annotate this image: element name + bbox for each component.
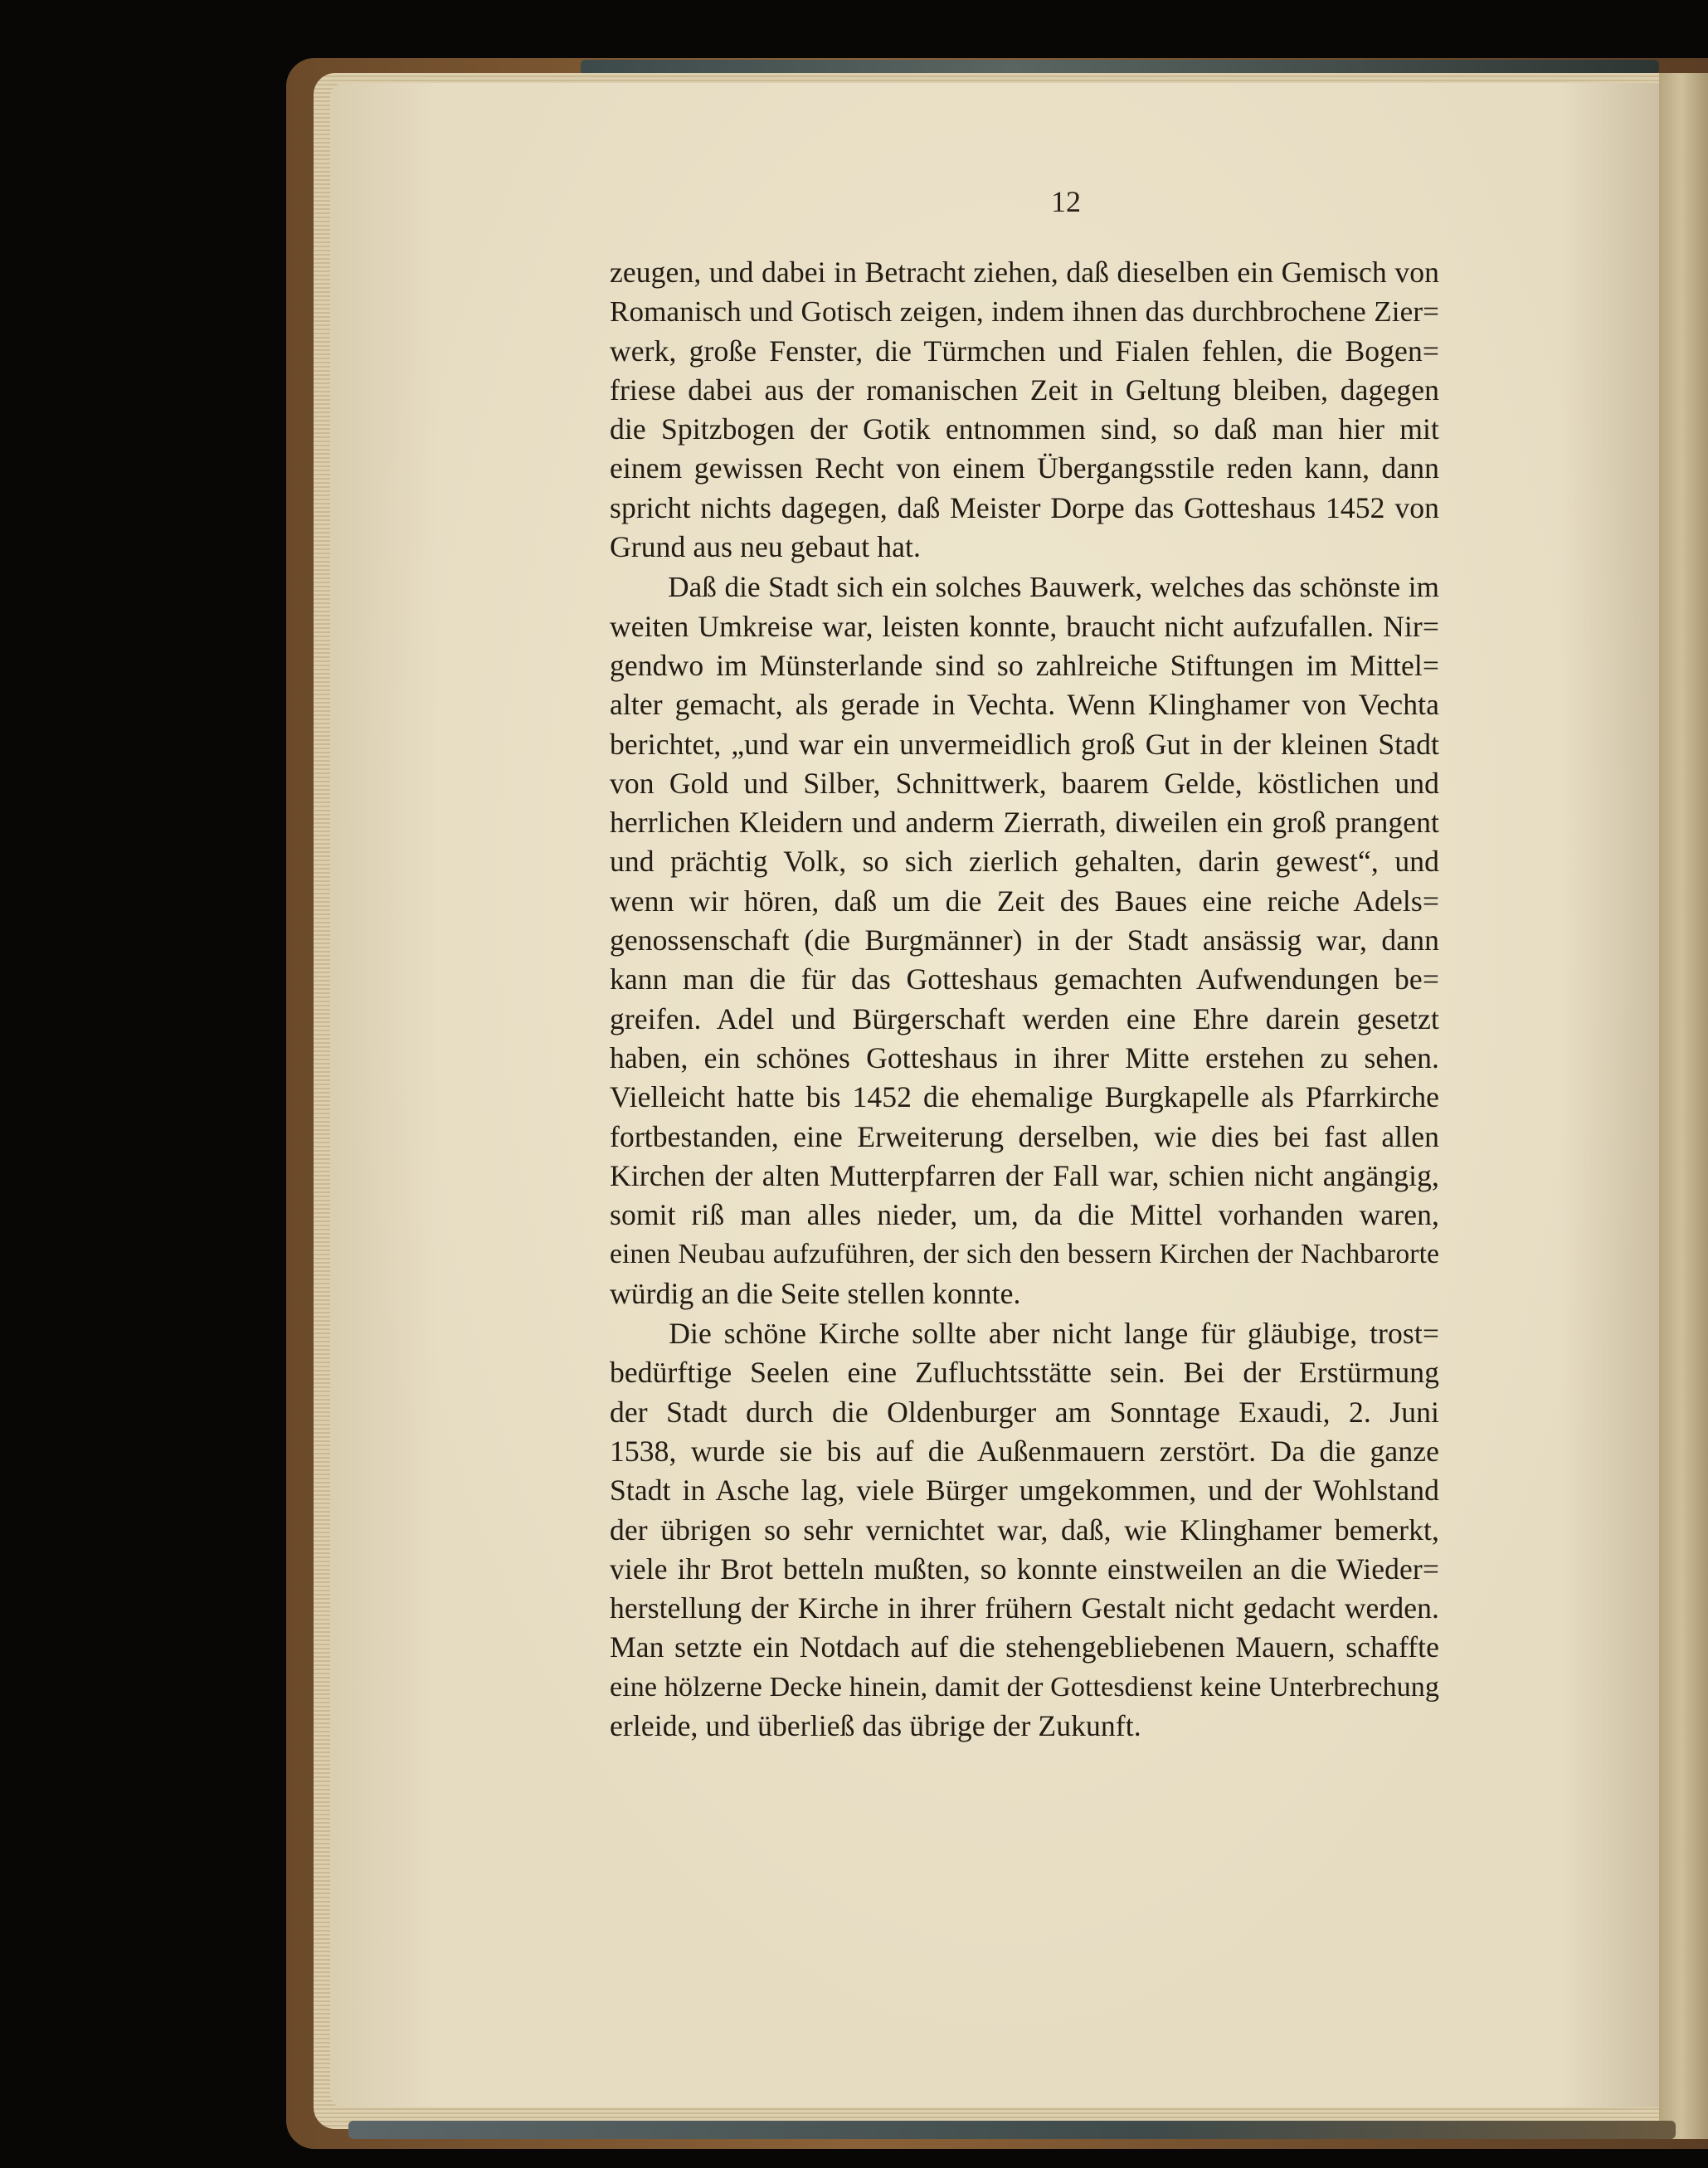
- text-line: der Stadt durch die Oldenburger am Sonntage Exaudi, 2. Juni: [610, 1395, 1439, 1429]
- paragraph-2: [610, 568, 1439, 1313]
- book-gutter: [1659, 73, 1708, 2139]
- text-line: würdig an die Seite stellen konnte.: [610, 1276, 1021, 1310]
- text-line: Vielleicht hatte bis 1452 die ehemalige Burgkapelle als Pfarrkirche: [610, 1080, 1439, 1114]
- text-line: spricht nichts dagegen, daß Meister Dorpe das Gotteshaus 1452 von: [610, 490, 1439, 524]
- text-line: einem gewissen Recht von einem Übergangsstile reden kann, dann: [610, 451, 1439, 485]
- text-line: einen Neubau aufzuführen, der sich den bessern Kirchen der Nachbarorte: [610, 1239, 1439, 1270]
- text-line: gendwo im Münsterlande sind so zahlreiche Stiftungen im Mittel=: [610, 648, 1439, 682]
- page-number: 12: [1051, 185, 1081, 218]
- text-line: viele ihr Brot betteln mußten, so konnte einstweilen an die Wieder=: [610, 1552, 1439, 1586]
- text-line: Stadt in Asche lag, viele Bürger umgekommen, und der Wohlstand: [610, 1474, 1439, 1508]
- text-line: haben, ein schönes Gotteshaus in ihrer Mitte erstehen zu sehen.: [610, 1040, 1439, 1074]
- paragraph-1: [610, 253, 1439, 567]
- body-text: [610, 253, 1439, 1746]
- text-line: Die schöne Kirche sollte aber nicht lange für gläubige, trost=: [669, 1317, 1439, 1351]
- text-line: genossenschaft (die Burgmänner) in der Stadt ansässig war, dann: [610, 923, 1439, 957]
- text-line: die Spitzbogen der Gotik entnommen sind, so daß man hier mit: [610, 412, 1439, 446]
- text-line: berichtet, „und war ein unvermeidlich groß Gut in der kleinen Stadt: [610, 727, 1439, 761]
- text-line: fortbestanden, eine Erweiterung derselben, wie dies bei fast allen: [610, 1119, 1439, 1153]
- text-line: Daß die Stadt sich ein solches Bauwerk, welches das schönste im: [668, 571, 1439, 604]
- text-line: 1538, wurde sie bis auf die Außenmauern zerstört. Da die ganze: [610, 1434, 1439, 1468]
- text-line: friese dabei aus der romanischen Zeit in Geltung bleiben, dagegen: [610, 373, 1439, 407]
- bottom-binding-strip: [348, 2121, 1676, 2139]
- text-line: herstellung der Kirche in ihrer frühern Gestalt nicht gedacht werden.: [610, 1591, 1439, 1625]
- text-line: bedürftige Seelen eine Zufluchtsstätte sein. Bei der Erstürmung: [610, 1356, 1439, 1390]
- text-line: zeugen, und dabei in Betracht ziehen, daß dieselben ein Gemisch von: [610, 256, 1439, 289]
- text-line: weiten Umkreise war, leisten konnte, braucht nicht aufzufallen. Nir=: [610, 609, 1439, 643]
- text-line: Grund aus neu gebaut hat.: [610, 530, 921, 564]
- text-line: und prächtig Volk, so sich zierlich gehalten, darin gewest“, und: [610, 845, 1439, 879]
- text-line: greifen. Adel und Bürgerschaft werden eine Ehre darein gesetzt: [610, 1001, 1439, 1035]
- text-line: Man setzte ein Notdach auf die stehengebliebenen Mauern, schaffte: [610, 1630, 1439, 1664]
- text-line: eine hölzerne Decke hinein, damit der Gottesdienst keine Unterbrechung: [610, 1671, 1439, 1703]
- text-line: Kirchen der alten Mutterpfarren der Fall war, schien nicht angängig,: [610, 1158, 1439, 1192]
- paragraph-3: [610, 1314, 1439, 1746]
- text-line: der übrigen so sehr vernichtet war, daß, wie Klinghamer bemerkt,: [610, 1513, 1439, 1547]
- text-line: alter gemacht, als gerade in Vechta. Wenn Klinghamer von Vechta: [610, 688, 1439, 722]
- text-line: wenn wir hören, daß um die Zeit des Baues eine reiche Adels=: [610, 884, 1439, 918]
- text-line: somit riß man alles nieder, um, da die Mittel vorhanden waren,: [610, 1198, 1439, 1232]
- text-line: werk, große Fenster, die Türmchen und Fialen fehlen, die Bogen=: [610, 334, 1439, 368]
- text-line: erleide, und überließ das übrige der Zukunft.: [610, 1708, 1141, 1742]
- text-line: herrlichen Kleidern und anderm Zierrath, diweilen ein groß prangent: [610, 806, 1439, 840]
- text-line: von Gold und Silber, Schnittwerk, baarem Gelde, köstlichen und: [610, 766, 1439, 800]
- text-line: Romanisch und Gotisch zeigen, indem ihnen das durchbrochene Zier=: [610, 295, 1439, 329]
- text-line: kann man die für das Gotteshaus gemachten Aufwendungen be=: [610, 962, 1439, 996]
